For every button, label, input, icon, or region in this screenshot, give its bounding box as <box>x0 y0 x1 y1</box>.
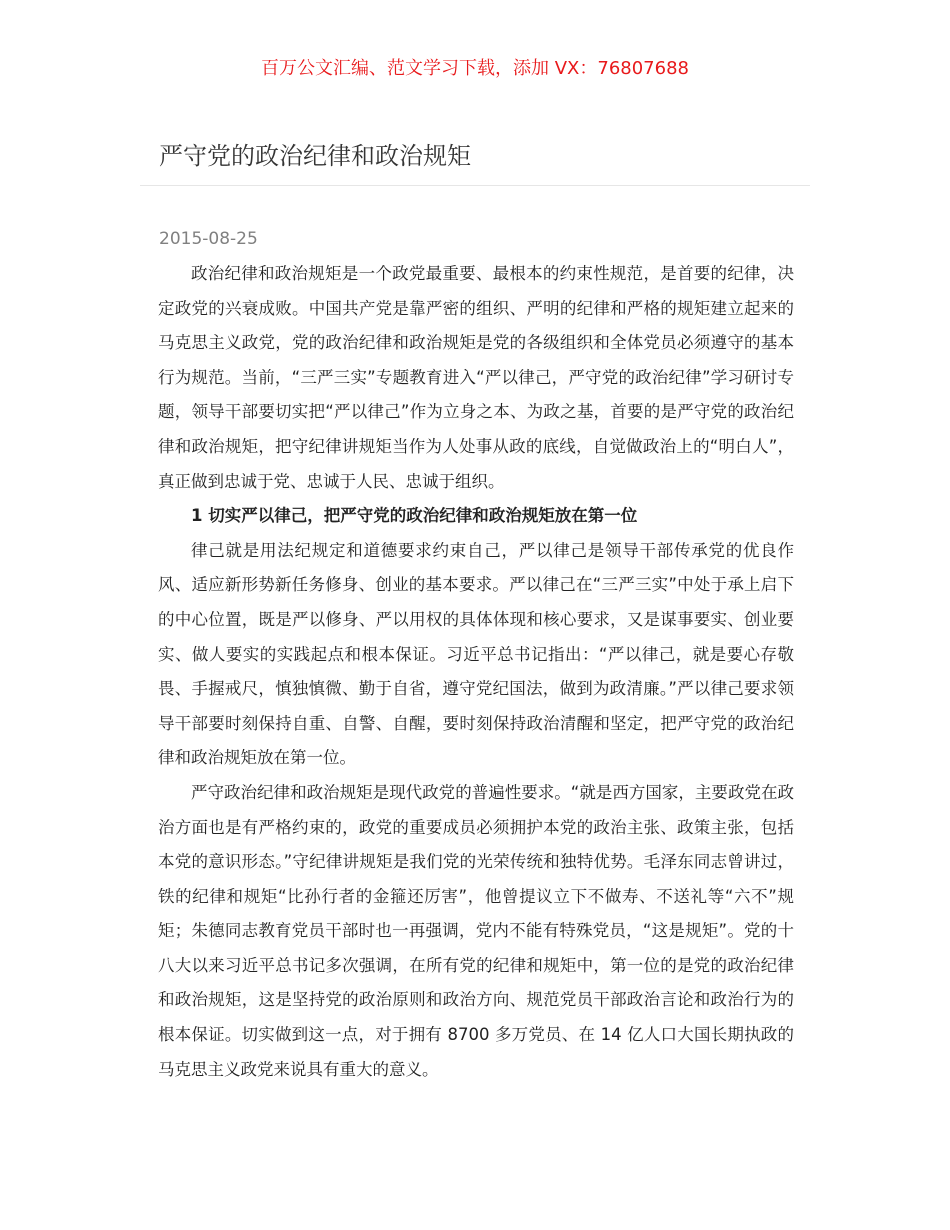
body-paragraph: 律己就是用法纪规定和道德要求约束自己，严以律己是领导干部传承党的优良作风、适应新形势新任务修身、创业的基本要求。严以律己在“三严三实”中处于承上启下的中心位置，既是严以修身、严以用权的具体体现和核心要求，又是谋事要实、创业要实、做人要实的实践起点和根本保证。习近平总书记指出：“严以律己，就是要心存敬畏、手握戒尺，慎独慎微、勤于自省，遵守党纪国法，做到为政清廉。”严以律己要求领导干部要时刻保持自重、自警、自醒，要时刻保持政治清醒和坚定，把严守党的政治纪律和政治规矩放在第一位。 <box>158 540 794 768</box>
section-heading: 1 切实严以律己，把严守党的政治纪律和政治规矩放在第一位 <box>191 506 638 526</box>
promo-banner: 百万公文汇编、范文学习下载，添加 VX：76807688 <box>261 58 689 79</box>
article-title: 严守党的政治纪律和政治规矩 <box>159 142 471 170</box>
intro-paragraph: 政治纪律和政治规矩是一个政党最重要、最根本的约束性规范，是首要的纪律，决定政党的兴衰成败。中国共产党是靠严密的组织、严明的纪律和严格的规矩建立起来的马克思主义政党，党的政治纪律和政治规矩是党的各级组织和全体党员必须遵守的基本行为规范。当前，“三严三实”专题教育进入“严以律己，严守党的政治纪律”学习研讨专题，领导干部要切实把“严以律己”作为立身之本、为政之基，首要的是严守党的政治纪律和政治规矩，把守纪律讲规矩当作为人处事从政的底线，自觉做政治上的“明白人”，真正做到忠诚于党、忠诚于人民、忠诚于组织。 <box>158 264 794 491</box>
title-divider <box>140 185 810 186</box>
article-body <box>158 257 794 1087</box>
body-paragraph: 严守政治纪律和政治规矩是现代政党的普遍性要求。“就是西方国家，主要政党在政治方面也是有严格约束的，政党的重要成员必须拥护本党的政治主张、政策主张，包括本党的意识形态。”守纪律讲规矩是我们党的光荣传统和独特优势。毛泽东同志曾讲过，铁的纪律和规矩“比孙行者的金箍还厉害”，他曾提议立下不做寿、不送礼等“六不”规矩；朱德同志教育党员干部时也一再强调，党内不能有特殊党员，“这是规矩”。党的十八大以来习近平总书记多次强调，在所有党的纪律和规矩中，第一位的是党的政治纪律和政治规矩，这是坚持党的政治原则和政治方向、规范党员干部政治言论和政治行为的根本保证。切实做到这一点，对于拥有 8700 多万党员、在 14 亿人口大国长期执政的马克思主义政党来说具有重大的意义。 <box>158 782 794 1079</box>
publish-date: 2015-08-25 <box>159 229 258 249</box>
